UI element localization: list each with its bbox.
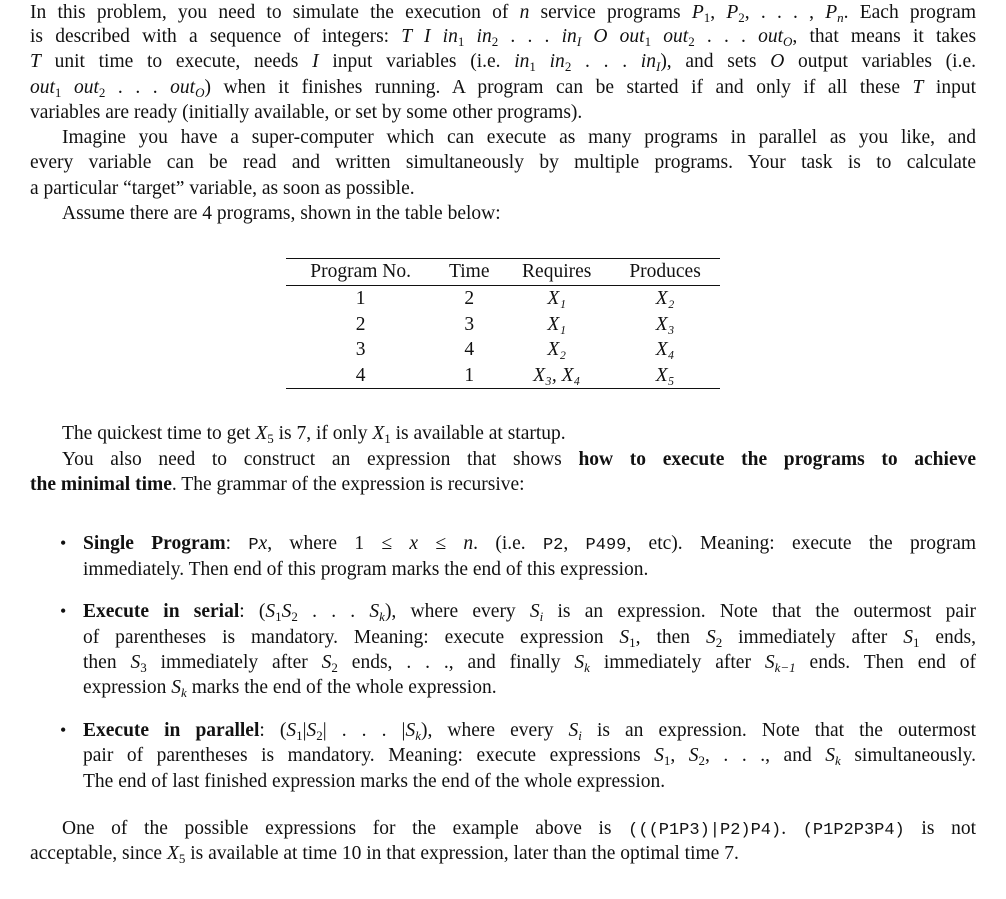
table-cell: X₁ [547, 288, 567, 310]
bold-text: Execute in serial [83, 601, 240, 622]
text: simultaneously. [840, 745, 977, 766]
text: is described with a sequence of integers: [30, 26, 402, 47]
subscript: 2 [491, 34, 499, 49]
table-row [286, 363, 720, 389]
text: is an expression. Note that the outermost [581, 720, 976, 741]
math-symbol: S [568, 720, 579, 741]
text: . . . [297, 601, 370, 622]
table-cell: 2 [355, 313, 366, 335]
subscript: 1 [384, 431, 391, 446]
text: input [923, 77, 976, 98]
text: . The grammar of the expression is recursive: [171, 474, 525, 495]
text: , . . . , [744, 2, 826, 23]
subscript: i [578, 728, 582, 743]
text: The quickest time to get [62, 423, 256, 444]
math-symbol: S [306, 720, 317, 741]
subscript: I [655, 59, 661, 74]
text-line [83, 625, 976, 650]
text-line [30, 100, 976, 125]
table-cell: 2 [464, 288, 475, 310]
subscript: 2 [98, 85, 106, 100]
bullet-icon: • [60, 533, 67, 553]
text: , that means it takes [792, 26, 977, 47]
subscript: 1 [296, 728, 303, 743]
math-symbol: in [561, 26, 577, 47]
text: : ( [259, 720, 287, 741]
subscript: 2 [316, 728, 323, 743]
math-symbol: out [651, 26, 689, 47]
math-symbol: S [281, 601, 292, 622]
table-cell: 4 [286, 363, 435, 389]
text: variables are ready (initially available, or set by some other programs). [30, 102, 583, 123]
subscript: O [195, 85, 205, 100]
subscript: k−1 [774, 660, 796, 675]
code-text: P2 [542, 536, 564, 555]
math-symbol: out [170, 77, 196, 98]
subscript: 1 [457, 34, 465, 49]
subscript: 1 [644, 34, 652, 49]
math-symbol: S [369, 601, 380, 622]
math-symbol: in [464, 26, 492, 47]
math-symbol: X [166, 843, 179, 864]
bold-text: Single Program [83, 533, 226, 554]
table-cell: 4 [464, 339, 475, 361]
subscript: 2 [715, 635, 723, 650]
code-text: (((P1P3)|P2)P4) [628, 821, 782, 840]
subscript: 2 [331, 660, 338, 675]
subscript: k [379, 609, 385, 624]
text-line [30, 472, 976, 497]
subscript: k [415, 728, 421, 743]
table-header-row [286, 259, 720, 286]
table-cell: X₄ [655, 339, 675, 361]
subscript: 2 [291, 609, 298, 624]
subscript: 1 [703, 10, 711, 25]
bold-text: how to execute the programs to achieve [578, 449, 976, 470]
text: One of the possible expressions for the example above is [62, 818, 629, 839]
text: is 7, if only [273, 423, 373, 444]
text: is not [904, 818, 976, 839]
text-line [30, 49, 976, 74]
table-cell: X₂ [547, 339, 567, 361]
subscript: I [576, 34, 582, 49]
math-symbol: T [30, 51, 41, 72]
math-symbol: in [640, 51, 656, 72]
math-symbol: T [912, 77, 924, 98]
table-cell: X₂ [655, 288, 675, 310]
code-text: (P1P2P3P4) [802, 821, 905, 840]
text: immediately after [722, 627, 904, 648]
text: Assume there are 4 programs, shown in the table below: [62, 203, 501, 224]
text: : [225, 533, 249, 554]
text-line [83, 743, 976, 768]
math-symbol: P [691, 2, 704, 23]
text: ends, . . ., and finally [337, 652, 575, 673]
table-row [286, 286, 720, 312]
code-text: P [248, 536, 259, 555]
text: expression [83, 677, 172, 698]
text: . . . [694, 26, 759, 47]
text: ) when it finishes running. A program can be started if and only if all these [204, 77, 913, 98]
math-symbol: out [30, 77, 55, 98]
text: ≤ [418, 533, 464, 554]
math-symbol: S [825, 745, 835, 766]
math-symbol: S [654, 745, 664, 766]
text: Imagine you have a super-computer which can execute as many programs in parallel as you like, and [62, 127, 976, 148]
text: : ( [239, 601, 266, 622]
text-line [30, 75, 976, 100]
text: input variables (i.e. [318, 51, 515, 72]
text-line [30, 841, 976, 866]
bullet-icon: • [60, 720, 67, 740]
subscript: 2 [564, 59, 572, 74]
text: , [670, 745, 689, 766]
subscript: n [837, 10, 844, 25]
text: immediately after [589, 652, 765, 673]
math-symbol: S [688, 745, 699, 766]
math-symbol: S [265, 601, 276, 622]
table-cell: 3 [464, 313, 475, 335]
text: unit time to execute, needs [40, 51, 313, 72]
subscript: k [835, 753, 841, 768]
subscript: i [539, 609, 544, 624]
text-line [30, 150, 976, 175]
text: , . . ., and [705, 745, 826, 766]
text: , etc). Meaning: execute the program [626, 533, 977, 554]
subscript: 5 [267, 431, 274, 446]
text: ), where every [421, 720, 569, 741]
code-text: P499 [585, 536, 627, 555]
bold-text: Execute in parallel [83, 720, 260, 741]
subscript: 1 [663, 753, 671, 768]
math-symbol: out [61, 77, 99, 98]
header-requires: Requires [503, 259, 610, 286]
text-line [30, 0, 976, 25]
text-line [62, 816, 976, 841]
subscript: 2 [698, 753, 706, 768]
table-row [286, 312, 720, 338]
text-line [83, 769, 976, 794]
subscript: 3 [140, 660, 147, 675]
text: | [302, 720, 307, 741]
text: . . . [498, 26, 562, 47]
text: a particular “target” variable, as soon as possible. [30, 178, 415, 199]
text-line [83, 718, 976, 743]
subscript: 1 [275, 609, 282, 624]
math-symbol: O [770, 51, 785, 72]
text: | . . . | [322, 720, 406, 741]
text-line [30, 176, 976, 201]
text: ), and sets [660, 51, 771, 72]
subscript: 2 [688, 34, 695, 49]
math-symbol: X [255, 423, 268, 444]
text: . Each program [843, 2, 976, 23]
math-symbol: S [574, 652, 585, 673]
text-line [30, 24, 976, 49]
math-symbol: P [726, 2, 739, 23]
text-line [83, 531, 976, 556]
subscript: 5 [178, 851, 186, 866]
math-symbol: T I in [401, 26, 458, 47]
subscript: 2 [738, 10, 745, 25]
header-produces: Produces [610, 259, 720, 286]
text-line [83, 675, 976, 700]
text: service programs [529, 2, 692, 23]
text: of parentheses is mandatory. Meaning: execute expression [83, 627, 620, 648]
subscript: k [584, 660, 590, 675]
subscript: 1 [912, 635, 920, 650]
math-symbol: S [171, 677, 182, 698]
math-symbol: out [758, 26, 784, 47]
text: immediately after [146, 652, 322, 673]
text: ), where every [384, 601, 530, 622]
text: , then [635, 627, 706, 648]
text: output variables (i.e. [784, 51, 976, 72]
math-symbol: S [705, 627, 716, 648]
math-symbol: S [903, 627, 913, 648]
text: ends. Then end of [795, 652, 976, 673]
math-symbol: S [286, 720, 297, 741]
bold-text: the minimal time [30, 474, 172, 495]
text: acceptable, since [30, 843, 167, 864]
subscript: O [783, 34, 793, 49]
text: is an expression. Note that the outermost pair [543, 601, 976, 622]
math-symbol: O out [593, 26, 645, 47]
text: pair of parentheses is mandatory. Meaning: execute expressions [83, 745, 655, 766]
math-symbol: S [529, 601, 540, 622]
text: You also need to construct an expression that shows [62, 449, 579, 470]
math-symbol: X [372, 423, 385, 444]
math-symbol: x [258, 533, 268, 554]
table-cell: 3 [355, 339, 366, 361]
math-symbol: S [321, 652, 332, 673]
text-line [83, 650, 976, 675]
text-line [62, 125, 976, 150]
math-symbol: in [514, 51, 530, 72]
programs-table [286, 258, 720, 389]
text-line [62, 421, 976, 446]
table-cell: X₅ [610, 363, 720, 389]
table-row [286, 337, 720, 363]
text: , [710, 2, 727, 23]
text: is available at startup. [390, 423, 566, 444]
math-symbol: P [825, 2, 838, 23]
text: . (i.e. [473, 533, 543, 554]
text: In this problem, you need to simulate the execution of [30, 2, 520, 23]
text-line [62, 447, 976, 472]
table-cell: 1 [435, 363, 503, 389]
header-time: Time [435, 259, 503, 286]
text: , where 1 ≤ [267, 533, 410, 554]
text: is available at time 10 in that expression, later than the optimal time 7. [185, 843, 739, 864]
table-cell: X₃, X₄ [503, 363, 610, 389]
text: The end of last finished expression marks the end of the whole expression. [83, 771, 666, 792]
math-symbol: S [405, 720, 416, 741]
math-symbol: I [312, 51, 319, 72]
text: immediately. Then end of this program marks the end of this expression. [83, 559, 649, 580]
subscript: 1 [529, 59, 536, 74]
text-line [83, 599, 976, 624]
bullet-icon: • [60, 601, 67, 621]
table-cell: 1 [355, 288, 366, 310]
math-symbol: S [619, 627, 630, 648]
math-symbol: S [764, 652, 775, 673]
text: . . . [571, 51, 641, 72]
subscript: k [181, 685, 187, 700]
text: marks the end of the whole expression. [186, 677, 497, 698]
text: every variable can be read and written simultaneously by multiple programs. Your task is to calculate [30, 152, 976, 173]
text: then [83, 652, 131, 673]
text: . . . [105, 77, 171, 98]
math-symbol: in [535, 51, 565, 72]
text [581, 26, 593, 47]
header-program-no: Program No. [286, 259, 435, 286]
text: . [781, 818, 803, 839]
math-symbol: x [409, 533, 419, 554]
text-line [83, 557, 976, 582]
table-cell: X₃ [655, 313, 675, 335]
table-cell: X₁ [547, 313, 567, 335]
math-symbol: S [130, 652, 141, 673]
text-line [62, 201, 976, 226]
subscript: 1 [629, 635, 636, 650]
text: , [563, 533, 586, 554]
math-symbol: n [463, 533, 474, 554]
subscript: 1 [54, 85, 62, 100]
text: ends, [919, 627, 976, 648]
math-symbol: n [519, 2, 530, 23]
